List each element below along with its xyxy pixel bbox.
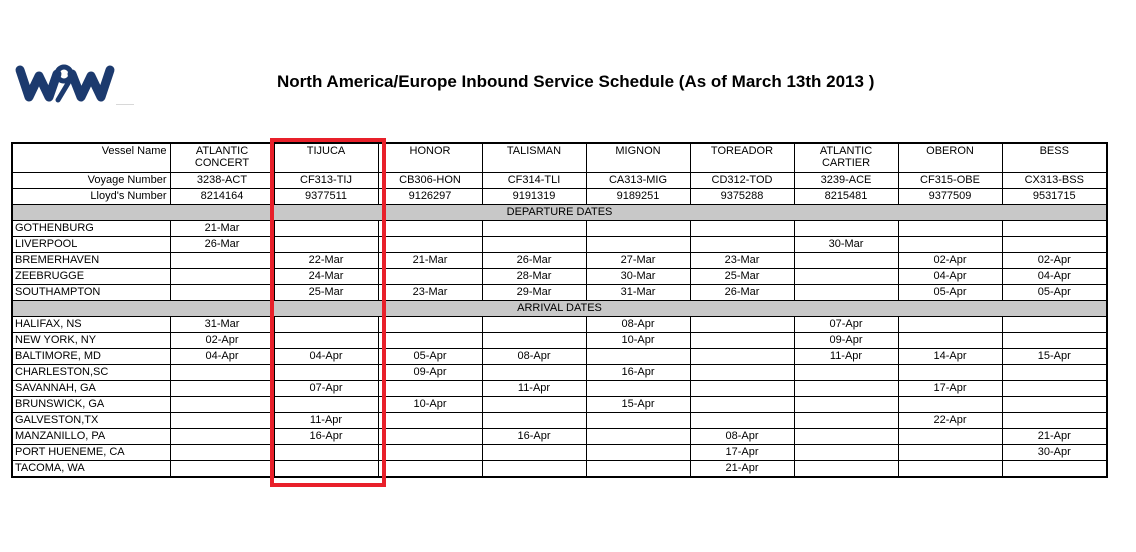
date-cell: [482, 221, 586, 237]
port-name: GOTHENBURG: [12, 221, 170, 237]
voyage-number-cell: CD312-TOD: [690, 173, 794, 189]
date-cell: 04-Apr: [1002, 269, 1107, 285]
date-cell: [170, 429, 274, 445]
date-cell: 26-Mar: [690, 285, 794, 301]
date-cell: 21-Mar: [170, 221, 274, 237]
date-cell: 05-Apr: [898, 285, 1002, 301]
date-cell: [586, 221, 690, 237]
date-cell: 17-Apr: [690, 445, 794, 461]
date-cell: [482, 461, 586, 478]
date-cell: [274, 221, 378, 237]
port-name: BRUNSWICK, GA: [12, 397, 170, 413]
date-cell: [794, 413, 898, 429]
table-row: [12, 365, 1107, 381]
vessel-name-cell: MIGNON: [586, 143, 690, 173]
table-row: [12, 445, 1107, 461]
date-cell: [170, 461, 274, 478]
date-cell: [690, 333, 794, 349]
table-row: [12, 237, 1107, 253]
table-row: [12, 397, 1107, 413]
date-cell: 26-Mar: [482, 253, 586, 269]
date-cell: [690, 317, 794, 333]
date-cell: 30-Apr: [1002, 445, 1107, 461]
date-cell: 07-Apr: [794, 317, 898, 333]
date-cell: [378, 317, 482, 333]
voyage-number-cell: CF313-TIJ: [274, 173, 378, 189]
port-name: NEW YORK, NY: [12, 333, 170, 349]
date-cell: [1002, 237, 1107, 253]
date-cell: [170, 365, 274, 381]
port-name: MANZANILLO, PA: [12, 429, 170, 445]
date-cell: [794, 253, 898, 269]
row-label: Vessel Name: [12, 143, 170, 173]
date-cell: 21-Apr: [690, 461, 794, 478]
date-cell: [794, 461, 898, 478]
date-cell: [794, 221, 898, 237]
date-cell: [898, 429, 1002, 445]
date-cell: [794, 285, 898, 301]
date-cell: [1002, 365, 1107, 381]
vessel-name-cell: ATLANTIC CONCERT: [170, 143, 274, 173]
table-row: [12, 269, 1107, 285]
date-cell: [690, 397, 794, 413]
port-name: HALIFAX, NS: [12, 317, 170, 333]
date-cell: [170, 445, 274, 461]
date-cell: [1002, 317, 1107, 333]
date-cell: 22-Apr: [898, 413, 1002, 429]
date-cell: [586, 413, 690, 429]
port-name: TACOMA, WA: [12, 461, 170, 478]
date-cell: [378, 381, 482, 397]
date-cell: 27-Mar: [586, 253, 690, 269]
date-cell: 24-Mar: [274, 269, 378, 285]
date-cell: [690, 413, 794, 429]
date-cell: 04-Apr: [898, 269, 1002, 285]
date-cell: 04-Apr: [274, 349, 378, 365]
date-cell: [690, 221, 794, 237]
company-logo: [14, 60, 116, 104]
date-cell: [898, 221, 1002, 237]
date-cell: [794, 269, 898, 285]
page-title: North America/Europe Inbound Service Schedule (As of March 13th 2013 ): [277, 72, 875, 91]
date-cell: [586, 461, 690, 478]
schedule-table: [11, 142, 1108, 478]
table-row: [12, 285, 1107, 301]
date-cell: [170, 397, 274, 413]
date-cell: [690, 365, 794, 381]
row-label: Voyage Number: [12, 173, 170, 189]
date-cell: [482, 445, 586, 461]
row-label: Lloyd's Number: [12, 189, 170, 205]
vessel-name-cell: TIJUCA: [274, 143, 378, 173]
date-cell: [274, 333, 378, 349]
date-cell: 31-Mar: [170, 317, 274, 333]
date-cell: 16-Apr: [586, 365, 690, 381]
date-cell: 08-Apr: [482, 349, 586, 365]
date-cell: [274, 445, 378, 461]
date-cell: 05-Apr: [1002, 285, 1107, 301]
date-cell: 08-Apr: [586, 317, 690, 333]
vessel-name-row: [12, 143, 1107, 173]
port-name: PORT HUENEME, CA: [12, 445, 170, 461]
date-cell: [274, 317, 378, 333]
vessel-name-cell: ATLANTIC CARTIER: [794, 143, 898, 173]
vessel-name-cell: BESS: [1002, 143, 1107, 173]
voyage-number-row: [12, 173, 1107, 189]
date-cell: [378, 237, 482, 253]
date-cell: 10-Apr: [378, 397, 482, 413]
logo-divider: [116, 104, 134, 105]
vessel-name-cell: HONOR: [378, 143, 482, 173]
date-cell: 02-Apr: [1002, 253, 1107, 269]
date-cell: [1002, 397, 1107, 413]
date-cell: 22-Mar: [274, 253, 378, 269]
table-row: [12, 333, 1107, 349]
date-cell: [170, 269, 274, 285]
table-row: [12, 349, 1107, 365]
date-cell: 09-Apr: [794, 333, 898, 349]
table-row: [12, 253, 1107, 269]
lloyds-number-cell: 9531715: [1002, 189, 1107, 205]
lloyds-number-cell: 9189251: [586, 189, 690, 205]
date-cell: [794, 381, 898, 397]
date-cell: [1002, 381, 1107, 397]
lloyds-number-cell: 9375288: [690, 189, 794, 205]
date-cell: 29-Mar: [482, 285, 586, 301]
date-cell: 09-Apr: [378, 365, 482, 381]
date-cell: 14-Apr: [898, 349, 1002, 365]
date-cell: [898, 365, 1002, 381]
date-cell: [690, 349, 794, 365]
date-cell: 16-Apr: [274, 429, 378, 445]
date-cell: 15-Apr: [1002, 349, 1107, 365]
lloyds-number-cell: 9126297: [378, 189, 482, 205]
date-cell: [378, 333, 482, 349]
date-cell: [586, 429, 690, 445]
date-cell: [482, 237, 586, 253]
date-cell: 25-Mar: [274, 285, 378, 301]
date-cell: [898, 461, 1002, 478]
date-cell: 23-Mar: [378, 285, 482, 301]
date-cell: [898, 317, 1002, 333]
date-cell: [482, 333, 586, 349]
date-cell: 11-Apr: [794, 349, 898, 365]
departure-section-header: [12, 205, 1107, 221]
date-cell: [170, 285, 274, 301]
vessel-name-cell: OBERON: [898, 143, 1002, 173]
date-cell: 05-Apr: [378, 349, 482, 365]
date-cell: 11-Apr: [482, 381, 586, 397]
table-row: [12, 381, 1107, 397]
date-cell: [794, 429, 898, 445]
date-cell: [794, 365, 898, 381]
port-name: CHARLESTON,SC: [12, 365, 170, 381]
table-row: [12, 461, 1107, 478]
port-name: BREMERHAVEN: [12, 253, 170, 269]
vessel-name-cell: TALISMAN: [482, 143, 586, 173]
lloyds-number-cell: 9377511: [274, 189, 378, 205]
date-cell: [170, 413, 274, 429]
table-row: [12, 429, 1107, 445]
vessel-name-cell: TOREADOR: [690, 143, 794, 173]
section-title: DEPARTURE DATES: [12, 205, 1107, 221]
date-cell: 21-Mar: [378, 253, 482, 269]
lloyds-number-row: [12, 189, 1107, 205]
date-cell: [898, 237, 1002, 253]
date-cell: [378, 429, 482, 445]
port-name: SOUTHAMPTON: [12, 285, 170, 301]
date-cell: [274, 365, 378, 381]
date-cell: [482, 413, 586, 429]
table-row: [12, 413, 1107, 429]
table-row: [12, 221, 1107, 237]
date-cell: [898, 397, 1002, 413]
date-cell: 30-Mar: [586, 269, 690, 285]
date-cell: [1002, 413, 1107, 429]
date-cell: [898, 333, 1002, 349]
voyage-number-cell: CA313-MIG: [586, 173, 690, 189]
port-name: BALTIMORE, MD: [12, 349, 170, 365]
date-cell: [690, 381, 794, 397]
date-cell: [274, 237, 378, 253]
date-cell: [378, 461, 482, 478]
date-cell: [586, 445, 690, 461]
date-cell: [378, 221, 482, 237]
date-cell: [482, 365, 586, 381]
date-cell: 04-Apr: [170, 349, 274, 365]
voyage-number-cell: CF315-OBE: [898, 173, 1002, 189]
arrival-section-header: [12, 301, 1107, 317]
date-cell: [482, 317, 586, 333]
voyage-number-cell: CX313-BSS: [1002, 173, 1107, 189]
voyage-number-cell: 3238-ACT: [170, 173, 274, 189]
date-cell: [794, 397, 898, 413]
lloyds-number-cell: 8214164: [170, 189, 274, 205]
date-cell: [378, 445, 482, 461]
date-cell: 07-Apr: [274, 381, 378, 397]
port-name: GALVESTON,TX: [12, 413, 170, 429]
date-cell: 08-Apr: [690, 429, 794, 445]
date-cell: [1002, 221, 1107, 237]
port-name: LIVERPOOL: [12, 237, 170, 253]
date-cell: 30-Mar: [794, 237, 898, 253]
port-name: ZEEBRUGGE: [12, 269, 170, 285]
table-row: [12, 317, 1107, 333]
date-cell: 17-Apr: [898, 381, 1002, 397]
date-cell: [378, 269, 482, 285]
ww-logo-mark: [14, 60, 116, 104]
voyage-number-cell: CF314-TLI: [482, 173, 586, 189]
date-cell: 25-Mar: [690, 269, 794, 285]
date-cell: 02-Apr: [170, 333, 274, 349]
port-name: SAVANNAH, GA: [12, 381, 170, 397]
lloyds-number-cell: 8215481: [794, 189, 898, 205]
voyage-number-cell: 3239-ACE: [794, 173, 898, 189]
date-cell: [274, 461, 378, 478]
date-cell: 16-Apr: [482, 429, 586, 445]
date-cell: 31-Mar: [586, 285, 690, 301]
date-cell: [170, 253, 274, 269]
date-cell: 28-Mar: [482, 269, 586, 285]
date-cell: [586, 381, 690, 397]
date-cell: [586, 237, 690, 253]
date-cell: [690, 237, 794, 253]
date-cell: 21-Apr: [1002, 429, 1107, 445]
date-cell: [586, 349, 690, 365]
date-cell: [274, 397, 378, 413]
date-cell: 15-Apr: [586, 397, 690, 413]
date-cell: [1002, 333, 1107, 349]
lloyds-number-cell: 9377509: [898, 189, 1002, 205]
date-cell: 26-Mar: [170, 237, 274, 253]
date-cell: [898, 445, 1002, 461]
date-cell: [1002, 461, 1107, 478]
date-cell: [794, 445, 898, 461]
date-cell: 10-Apr: [586, 333, 690, 349]
date-cell: 23-Mar: [690, 253, 794, 269]
date-cell: [482, 397, 586, 413]
lloyds-number-cell: 9191319: [482, 189, 586, 205]
date-cell: 02-Apr: [898, 253, 1002, 269]
date-cell: [170, 381, 274, 397]
voyage-number-cell: CB306-HON: [378, 173, 482, 189]
date-cell: [378, 413, 482, 429]
date-cell: 11-Apr: [274, 413, 378, 429]
section-title: ARRIVAL DATES: [12, 301, 1107, 317]
